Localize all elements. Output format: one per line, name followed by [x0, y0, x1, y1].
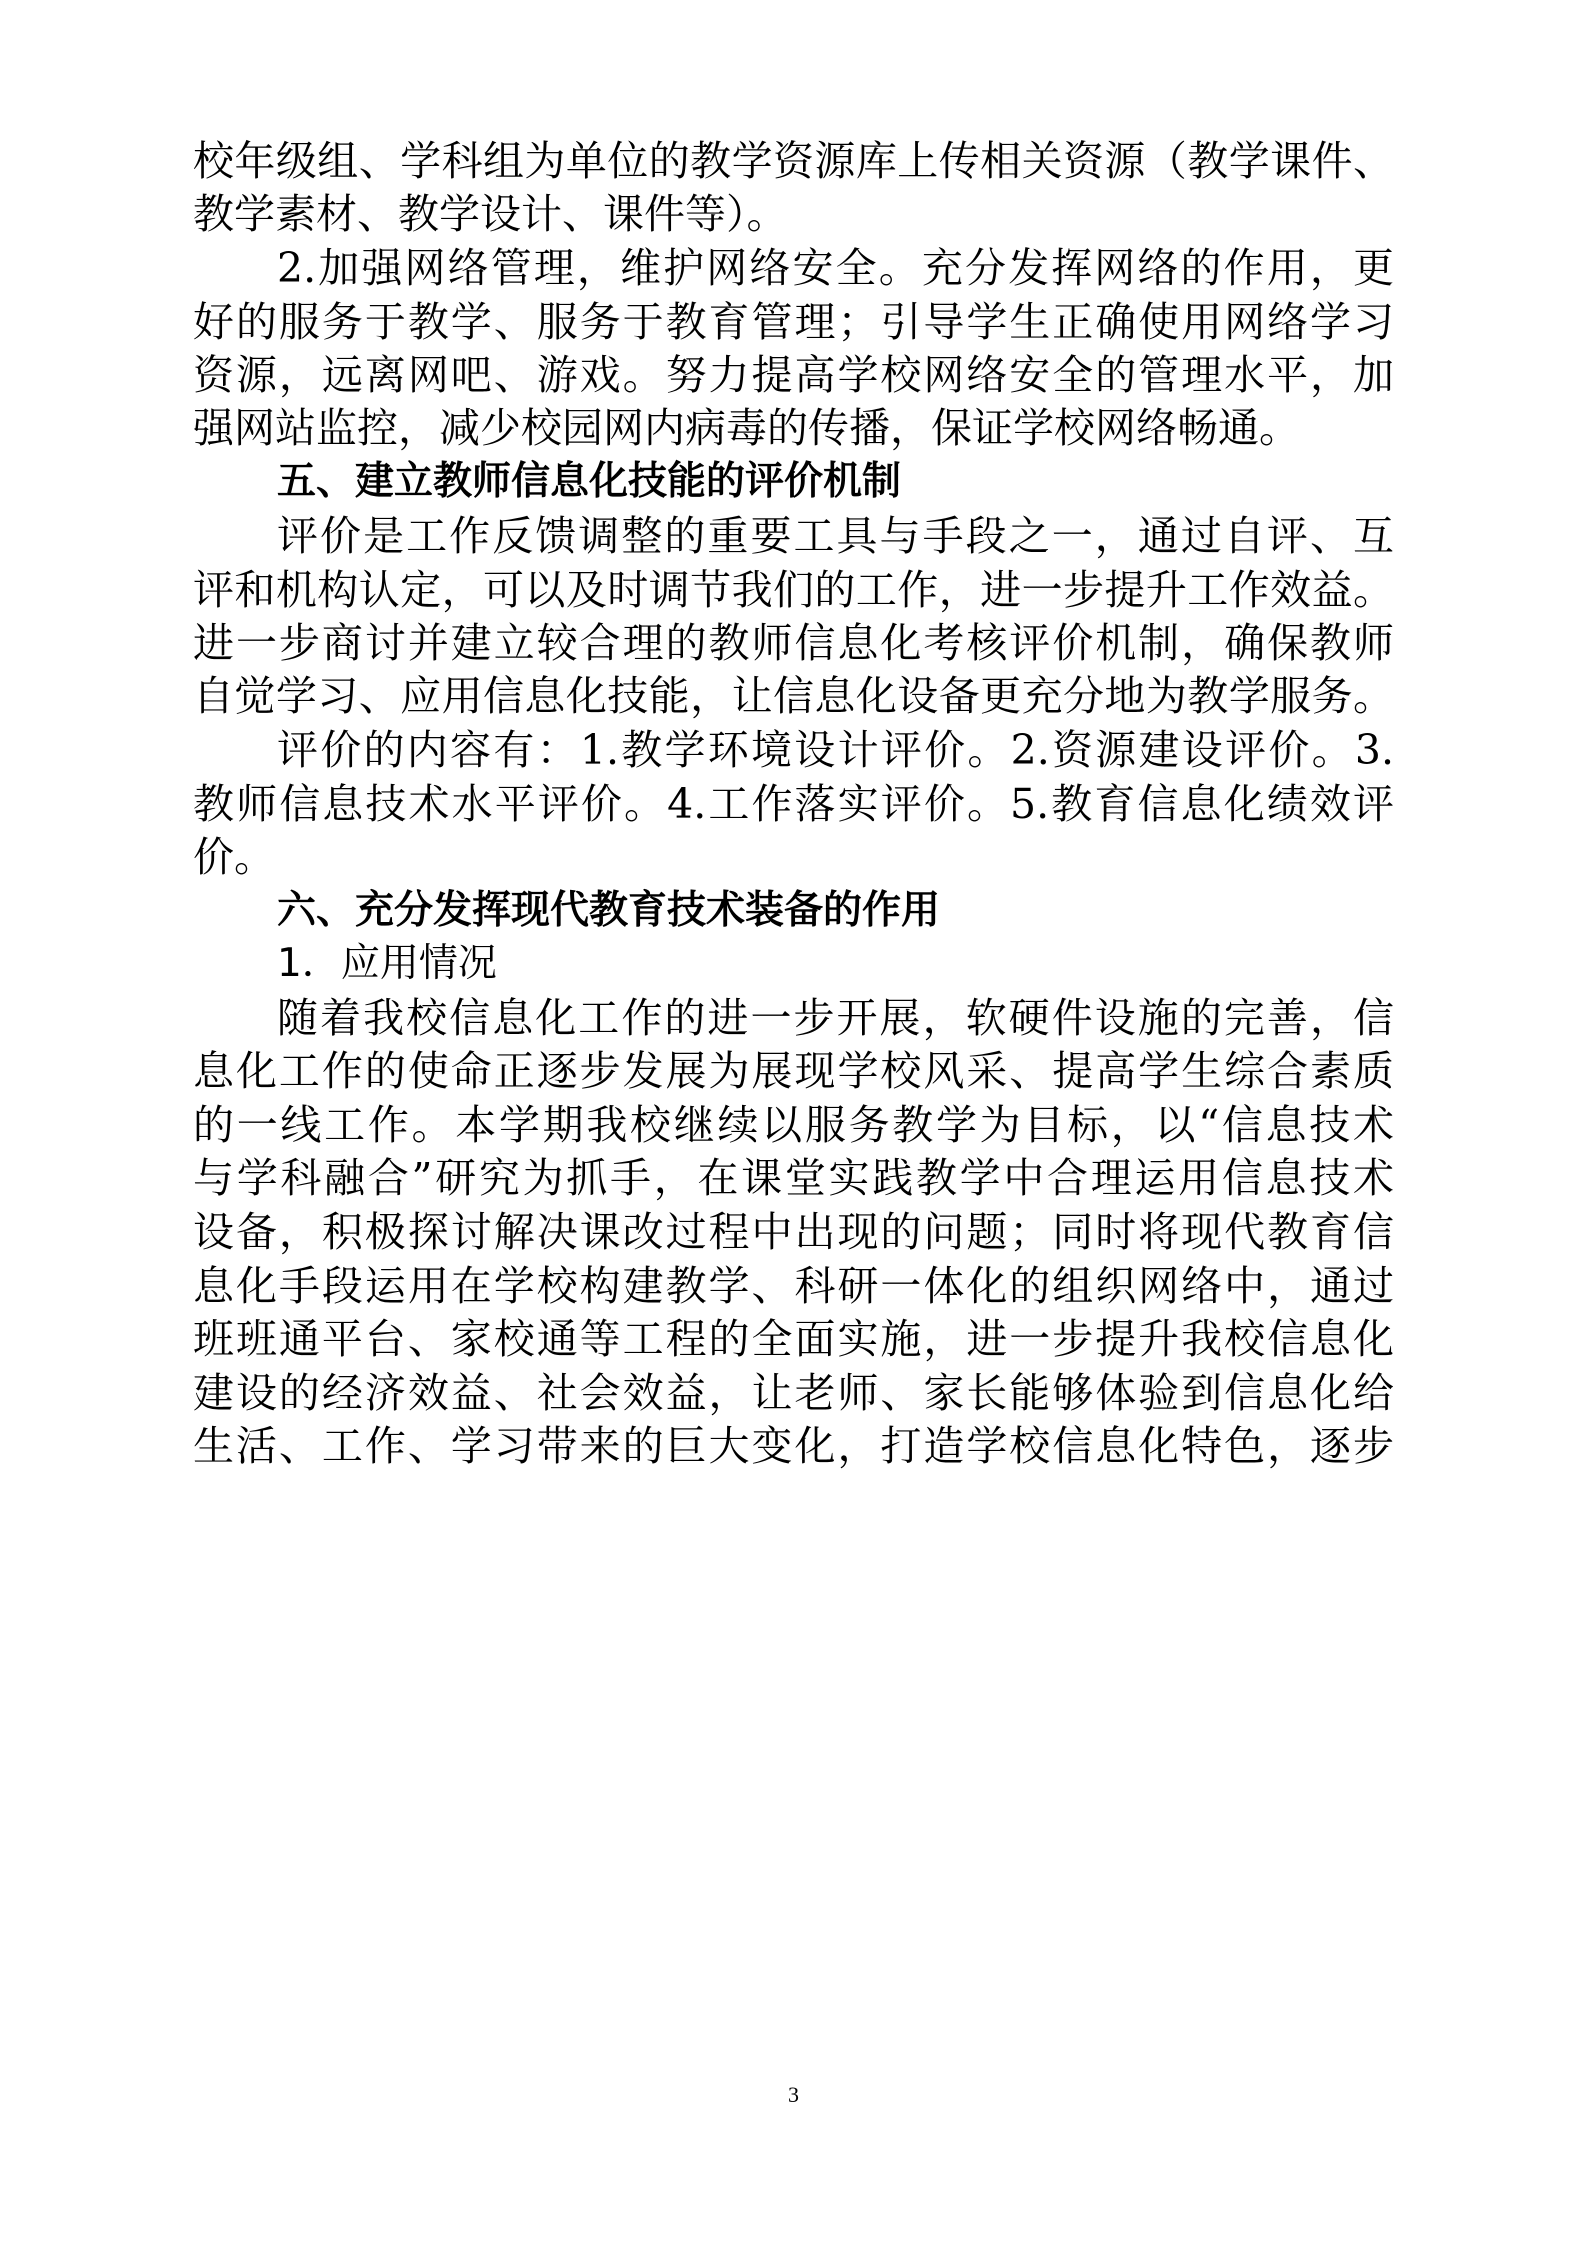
- section-heading: 六、充分发挥现代教育技术装备的作用: [277, 888, 941, 933]
- paragraph-line: 强网站监控，减少校园网内病毒的传播，保证学校网络畅通。: [193, 404, 1300, 452]
- paragraph-line: 2.加强网络管理，维护网络安全。充分发挥网络的作用，更: [277, 244, 1394, 292]
- paragraph-line: 评价是工作反馈调整的重要工具与手段之一，通过自评、互: [277, 512, 1394, 560]
- paragraph-line: 价。: [193, 833, 275, 881]
- paragraph-line: 随着我校信息化工作的进一步开展，软硬件设施的完善，信: [277, 994, 1394, 1042]
- paragraph-line: 班班通平台、家校通等工程的全面实施，进一步提升我校信息化: [193, 1315, 1394, 1363]
- page-number: 3: [788, 2082, 799, 2107]
- paragraph-line: 校年级组、学科组为单位的教学资源库上传相关资源（教学课件、: [193, 137, 1394, 185]
- paragraph-line: 教学素材、教学设计、课件等）。: [193, 190, 788, 238]
- paragraph-line: 与学科融合”研究为抓手，在课堂实践教学中合理运用信息技术: [193, 1154, 1394, 1202]
- document-page: [193, 0, 1394, 2245]
- paragraph-line: 设备，积极探讨解决课改过程中出现的问题；同时将现代教育信: [193, 1208, 1394, 1256]
- paragraph-line: 资源，远离网吧、游戏。努力提高学校网络安全的管理水平，加: [193, 351, 1394, 399]
- paragraph-line: 自觉学习、应用信息化技能，让信息化设备更充分地为教学服务。: [193, 672, 1394, 720]
- section-heading: 五、建立教师信息化技能的评价机制: [277, 459, 902, 504]
- paragraph-line: 进一步商讨并建立较合理的教师信息化考核评价机制，确保教师: [193, 619, 1394, 667]
- paragraph-line: 息化手段运用在学校构建教学、科研一体化的组织网络中，通过: [193, 1262, 1394, 1310]
- paragraph-line: 建设的经济效益、社会效益，让老师、家长能够体验到信息化给: [193, 1369, 1394, 1417]
- paragraph-line: 好的服务于教学、服务于教育管理；引导学生正确使用网络学习: [193, 298, 1394, 346]
- paragraph-line: 生活、工作、学习带来的巨大变化，打造学校信息化特色，逐步: [193, 1422, 1394, 1470]
- paragraph-line: 的一线工作。本学期我校继续以服务教学为目标，以“信息技术: [193, 1101, 1394, 1149]
- paragraph-line: 教师信息技术水平评价。4.工作落实评价。5.教育信息化绩效评: [193, 780, 1394, 828]
- paragraph-line: 息化工作的使命正逐步发展为展现学校风采、提高学生综合素质: [193, 1047, 1394, 1095]
- paragraph-line: 评价的内容有：1.教学环境设计评价。2.资源建设评价。3.: [277, 726, 1394, 774]
- paragraph-line: 评和机构认定，可以及时调节我们的工作，进一步提升工作效益。: [193, 566, 1394, 614]
- subsection-heading: 1．应用情况: [277, 941, 497, 986]
